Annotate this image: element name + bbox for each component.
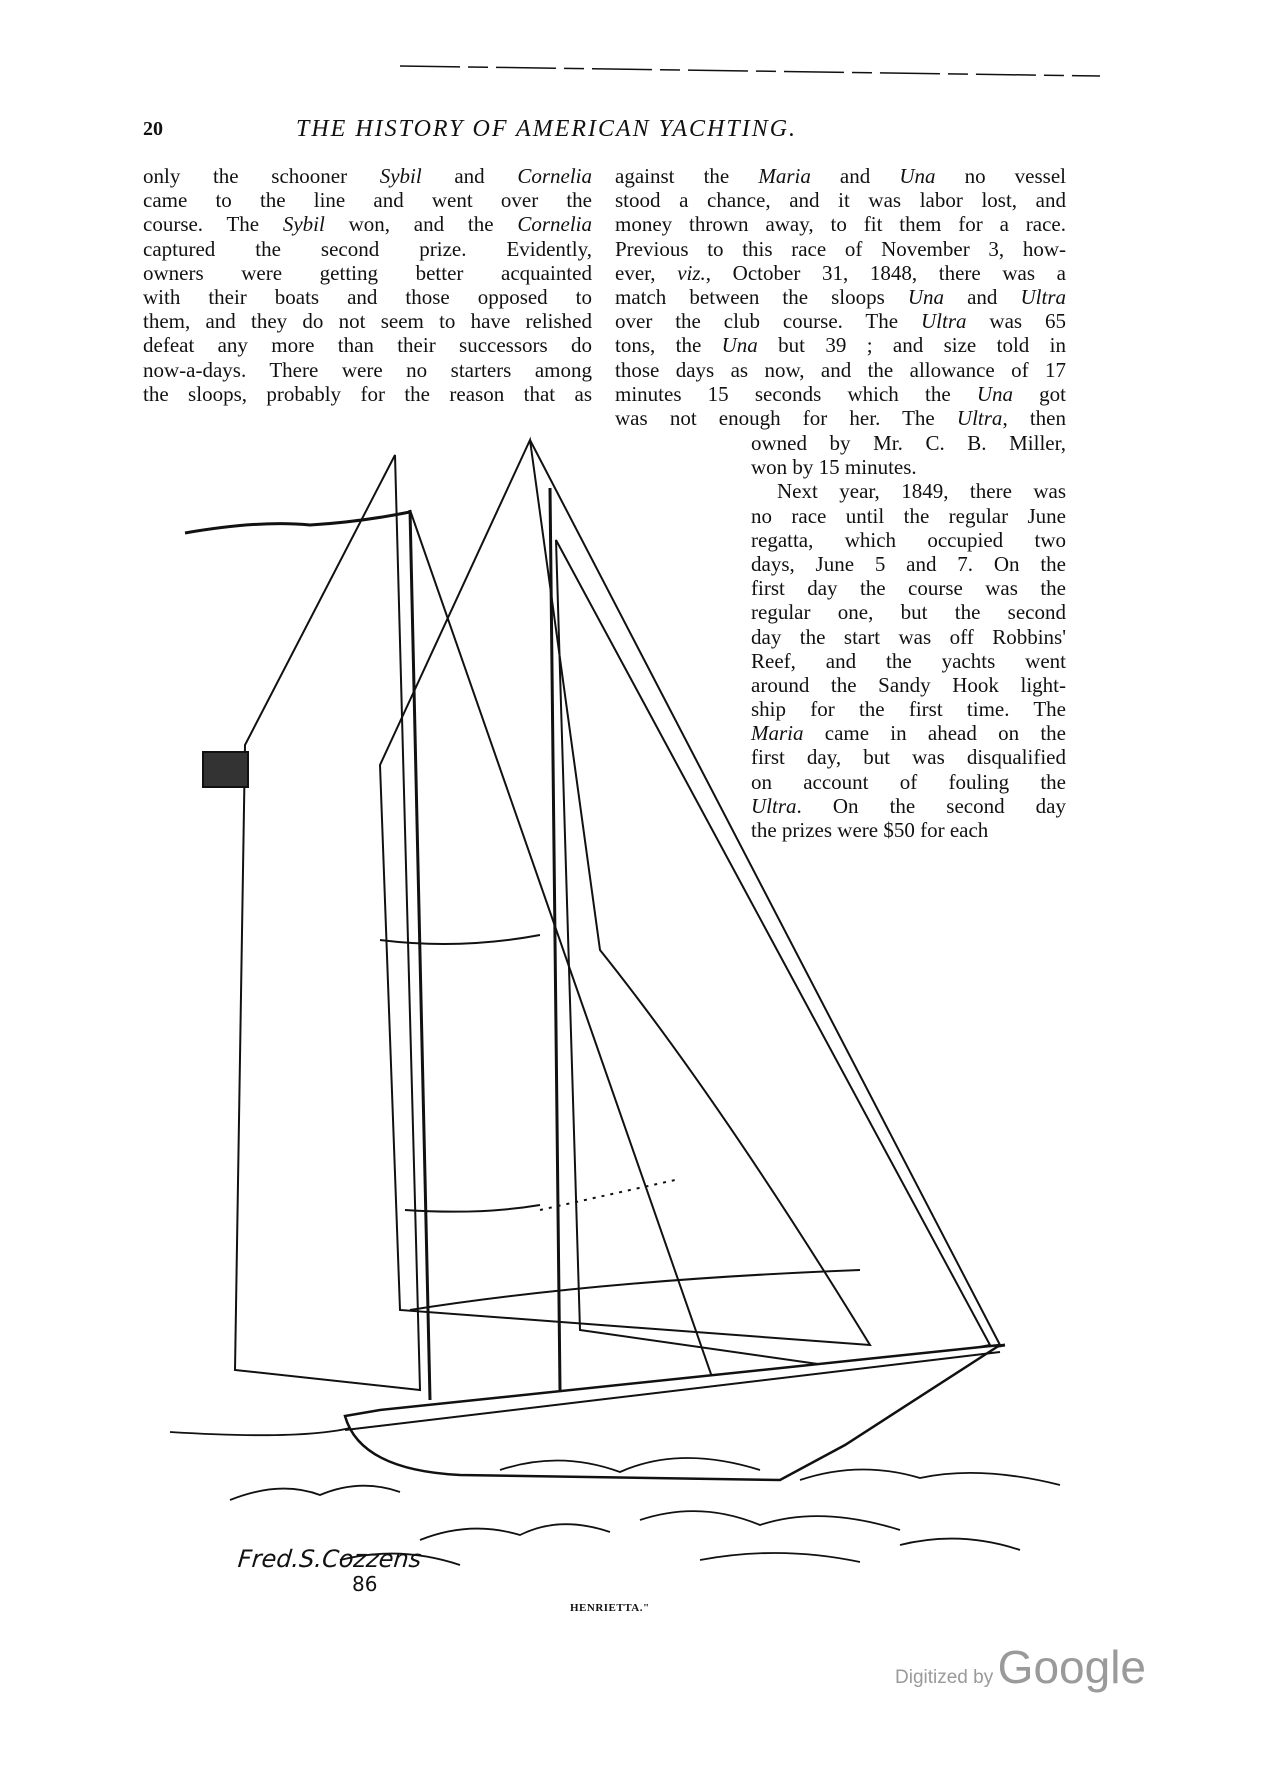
text-segment: and <box>944 284 1021 309</box>
text-segment: days, June 5 and 7. On the <box>751 551 1066 576</box>
text-segment: came in ahead on the <box>803 721 1066 746</box>
text-segment: stood a chance, and it was labor lost, and <box>615 188 1066 213</box>
text-segment: captured the second prize. Evidently, <box>143 236 592 261</box>
text-segment: and <box>810 164 900 188</box>
signature-year: 86 <box>352 1572 378 1596</box>
text-segment: minutes 15 seconds which the <box>615 381 977 406</box>
illustration-caption: HENRIETTA." <box>570 1602 650 1614</box>
italic-text: Ultra <box>1020 284 1066 309</box>
italic-text: Maria <box>758 164 811 188</box>
top-rule <box>400 66 1100 76</box>
text-segment: owners were getting better acquainted <box>143 260 592 285</box>
text-segment: defeat any more than their successors do <box>143 333 592 358</box>
text-segment: regatta, which occupied two <box>751 527 1066 552</box>
text-segment: the prizes were $50 for each <box>751 818 989 842</box>
italic-text: Cornelia <box>517 212 592 237</box>
italic-text: Una <box>899 164 936 188</box>
text-segment: around the Sandy Hook light- <box>751 672 1066 697</box>
text-segment: Previous to this race of November 3, how- <box>615 236 1066 261</box>
text-segment: , October 31, 1848, there was a <box>705 260 1066 285</box>
text-segment: match between the sloops <box>615 284 908 309</box>
digitized-by-watermark <box>895 1640 1146 1694</box>
text-segment: with their boats and those opposed to <box>143 284 592 309</box>
text-segment: but 39 ; and size told in <box>757 333 1066 358</box>
text-segment: against the <box>615 164 759 188</box>
text-segment: money thrown away, to fit them for a race. <box>615 212 1066 237</box>
text-segment: and <box>421 164 518 188</box>
text-segment: only the schooner <box>143 164 380 188</box>
italic-text: Maria <box>751 721 804 746</box>
text-segment: got <box>1012 381 1066 406</box>
text-segment: ship for the first time. The <box>751 697 1066 722</box>
hull <box>345 1345 1000 1480</box>
artist-signature: Fred.S.Cozzens <box>236 1545 423 1573</box>
text-segment: was not enough for her. The <box>615 405 957 430</box>
text-segment: , then <box>1002 405 1066 430</box>
text-segment: those days as now, and the allowance of 17 <box>615 357 1066 382</box>
text-segment: first day the course was the <box>751 576 1066 601</box>
watermark-brand: Google <box>997 1641 1147 1693</box>
text-segment: the sloops, probably for the reason that as <box>143 381 592 406</box>
italic-text: Ultra <box>956 405 1003 430</box>
text-segment: won by 15 minutes. <box>751 455 917 480</box>
text-segment: regular one, but the second <box>751 600 1066 625</box>
text-segment: day the start was off Robbins' <box>751 624 1066 649</box>
italic-text: Sybil <box>379 164 422 188</box>
text-segment: now-a-days. There were no starters among <box>143 357 592 382</box>
text-segment: owned by Mr. C. B. Miller, <box>751 431 1066 455</box>
italic-text: Cornelia <box>517 164 592 188</box>
text-segment: first day, but was disqualified <box>751 745 1066 770</box>
italic-text: Sybil <box>282 212 325 237</box>
text-segment: over the club course. The <box>615 309 921 334</box>
italic-text: Una <box>721 333 758 358</box>
text-segment: was 65 <box>966 309 1066 334</box>
italic-text: viz. <box>677 260 706 285</box>
italic-text: Una <box>907 284 945 309</box>
italic-text: Una <box>976 381 1013 406</box>
running-title: THE HISTORY OF AMERICAN YACHTING. <box>296 116 798 142</box>
sails-and-rigging <box>185 440 1005 1400</box>
text-segment: . On the second day <box>796 793 1066 818</box>
text-segment: came to the line and went over the <box>143 188 592 213</box>
text-segment: course. The <box>143 212 283 237</box>
text-segment: them, and they do not seem to have relished <box>143 309 592 334</box>
text-segment: on account of fouling the <box>751 769 1066 794</box>
text-segment: no vessel <box>935 164 1066 188</box>
text-segment: won, and the <box>324 212 518 237</box>
text-segment: tons, the <box>615 333 722 358</box>
text-segment: Next year, 1849, there was <box>777 479 1066 504</box>
text-segment: no race until the regular June <box>751 503 1066 528</box>
italic-text: Ultra <box>921 309 967 334</box>
text-segment: Reef, and the yachts went <box>751 648 1066 673</box>
watermark-prefix: Digitized by <box>895 1667 994 1688</box>
text-segment: ever, <box>615 260 678 285</box>
italic-text: Ultra <box>751 793 797 818</box>
page-number: 20 <box>143 118 163 140</box>
